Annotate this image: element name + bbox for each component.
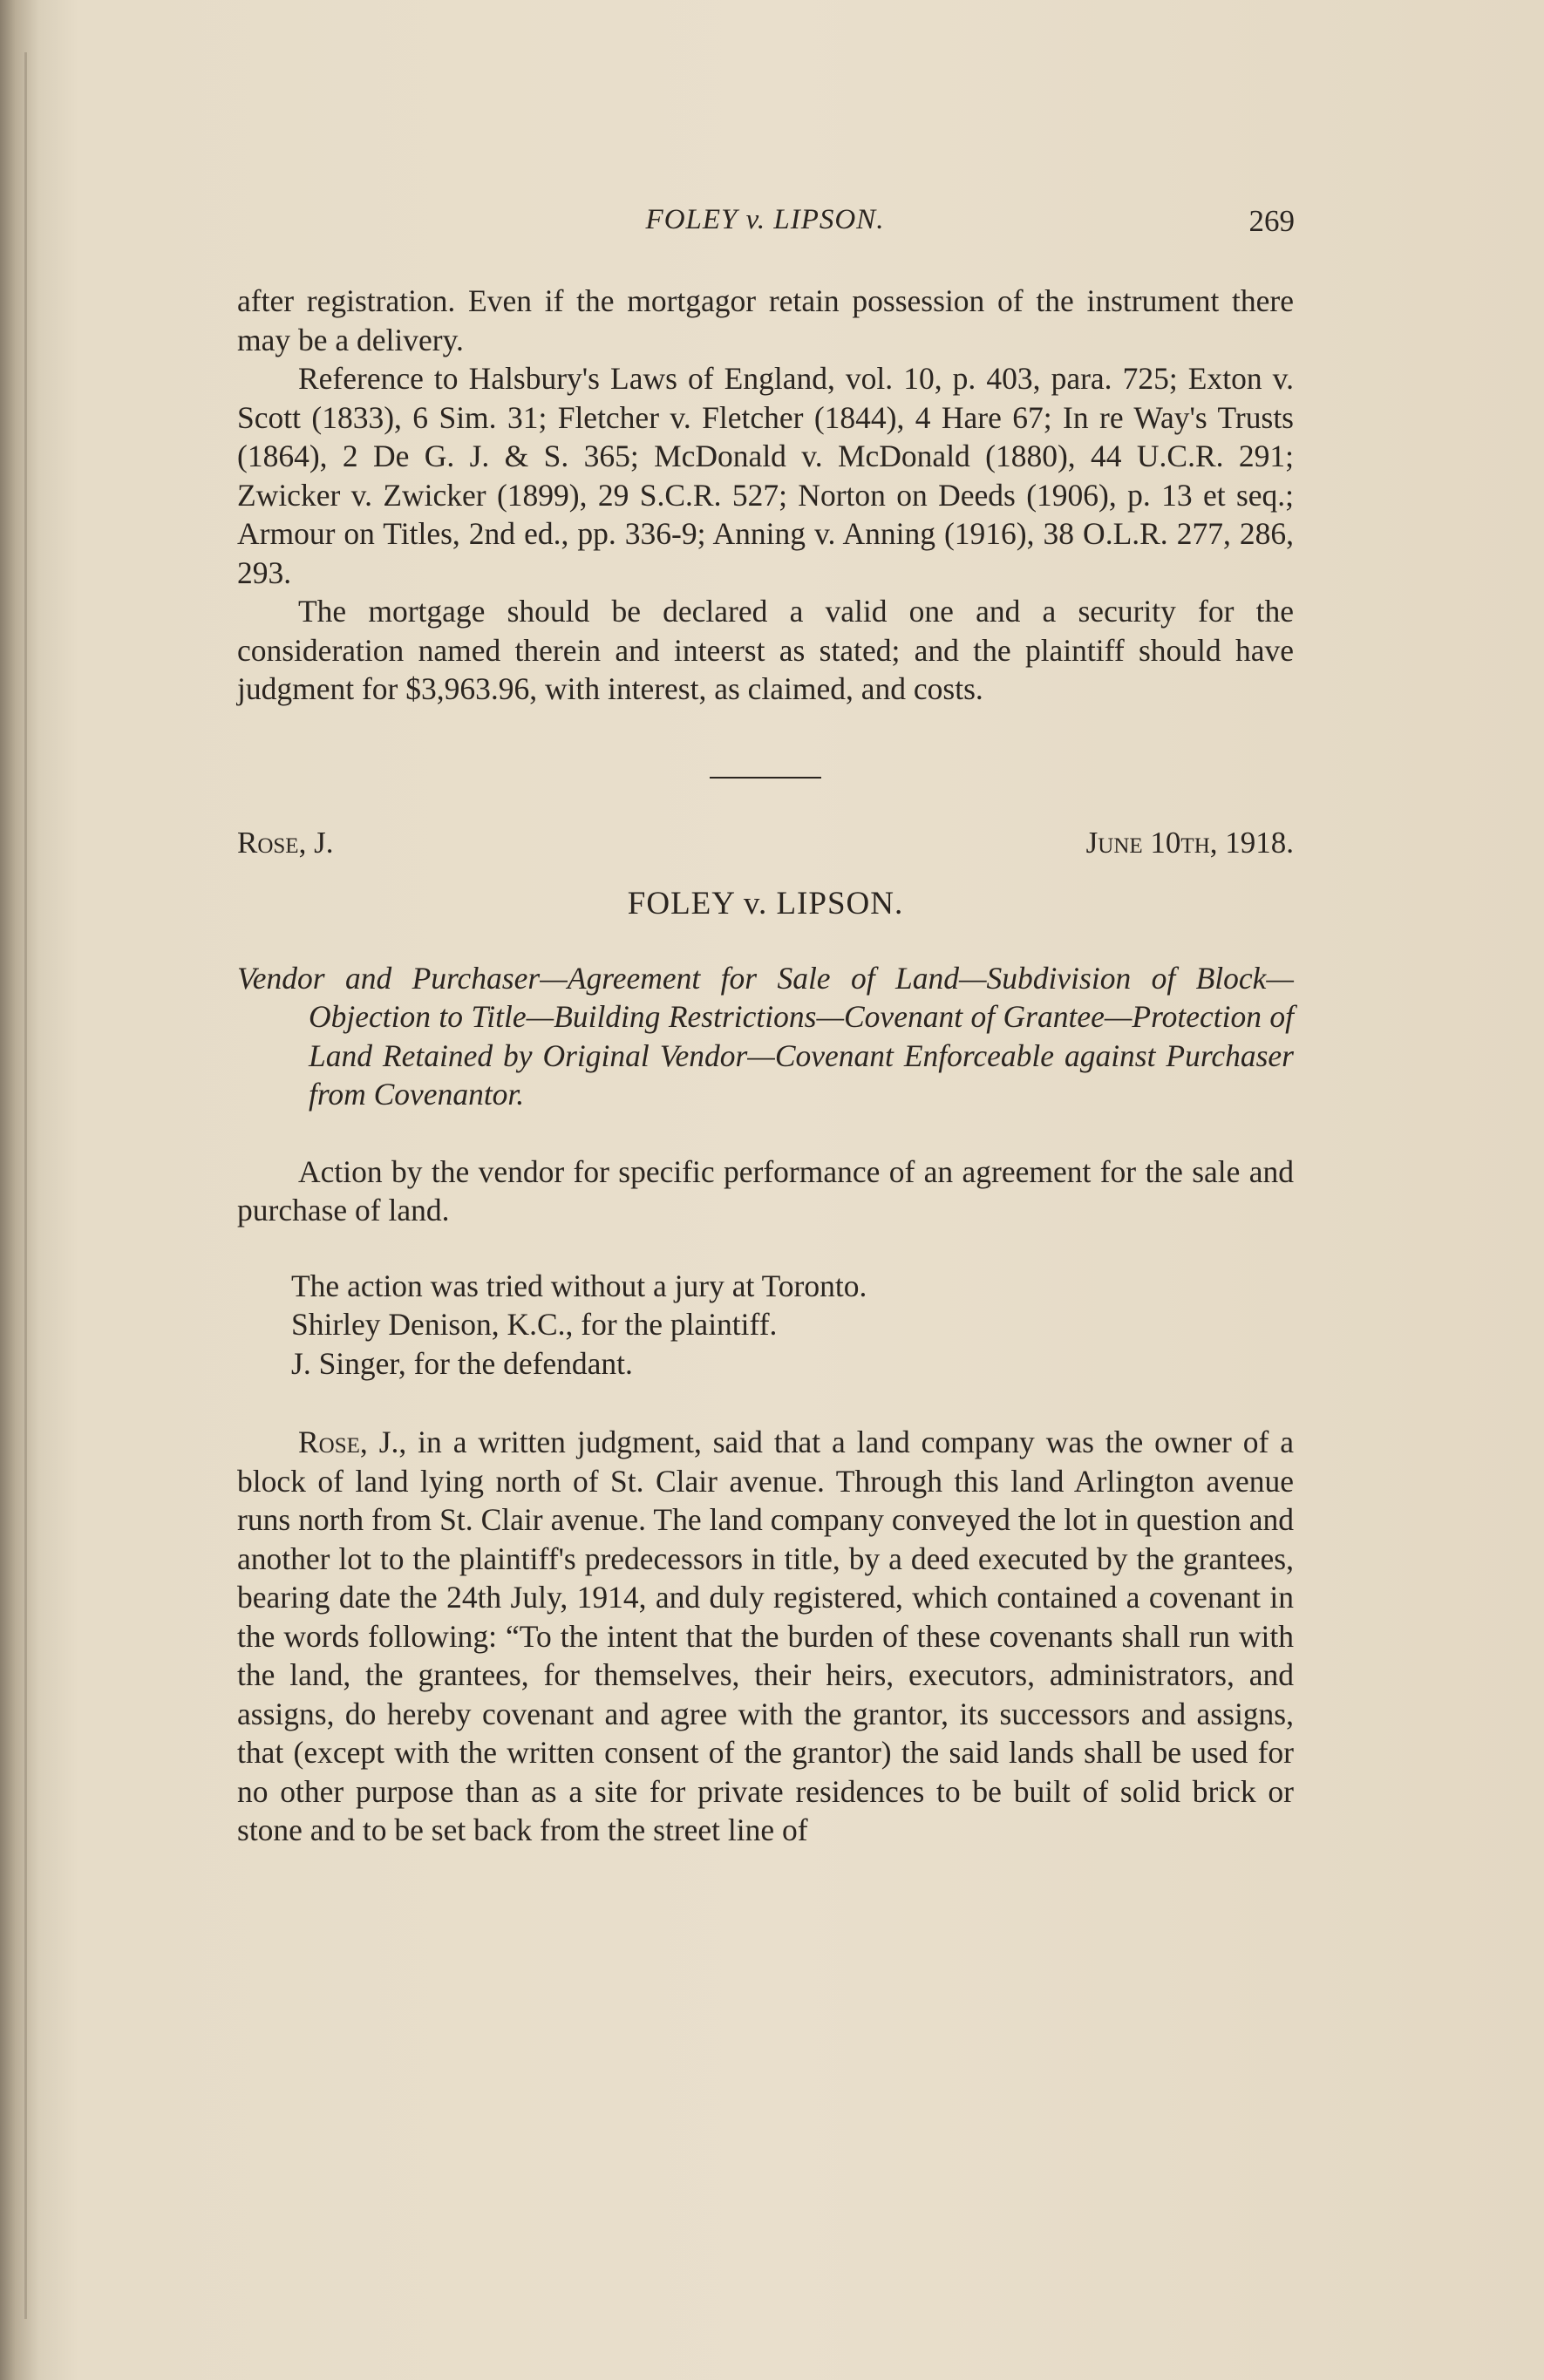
- action-summary: Action by the vendor for specific performance of an agreement for the sale and purchase of land.: [237, 1153, 1294, 1227]
- body-text: [237, 282, 1294, 1850]
- judge-name: Rose, J.: [237, 825, 334, 860]
- judgment-text: [237, 1423, 1294, 1850]
- defendant-counsel: J. Singer, for the defendant.: [291, 1345, 633, 1381]
- judgment-body: , in a written judgment, said that a land company was the owner of a block of land lying north of St. Clair avenue. Through this land Arlington avenue runs north from St. Clair avenue. The land company conveyed the lot in question and another lot to the plaintiff's predecessors in title, by a deed executed by the grantees, bearing date the 24th July, 1914, and duly registered, which contained a covenant in the words following: “To the intent that the burden of these covenants shall run with the land, the grantees, for themselves, their heirs, executors, administrators, and assigns, do hereby covenant and agree with the grantor, its successors and assigns, that (except with the written consent of the grantor) the said lands shall be used for no other purpose than as a site for private residences to be built of solid brick or stone and to be set back from the street line of: [237, 1425, 1294, 1847]
- running-title: FOLEY v. LIPSON.: [645, 204, 885, 235]
- headnote: Vendor and Purchaser—Agreement for Sale of Land—Subdivision of Block—Objection to Title—Building Restrictions—Covenant of Grantee—Protection of Land Retained by Original Vendor—Covenant Enforceable against Purchaser from Covenantor.: [237, 960, 1294, 1112]
- binding-gutter: [24, 52, 27, 2319]
- judge-date-line: [237, 824, 1294, 863]
- decision-date: June 10th, 1918.: [1085, 825, 1294, 860]
- counsel-list: [237, 1267, 1294, 1384]
- trial-note: The action was tried without a jury at Toronto.: [291, 1268, 867, 1303]
- case-title: FOLEY v. LIPSON.: [627, 886, 904, 921]
- plaintiff-counsel: Shirley Denison, K.C., for the plaintiff.: [291, 1307, 778, 1342]
- page-number: 269: [1248, 204, 1295, 238]
- running-head: [235, 204, 1295, 248]
- paragraph-conclusion: The mortgage should be declared a valid one and a security for the consideration named therein and inteerst as stated; and the plaintiff should have judgment for $3,963.96, with interest, as claimed, and costs.: [237, 594, 1294, 706]
- paragraph-references: Reference to Halsbury's Laws of England, vol. 10, p. 403, para. 725; Exton v. Scott (1833), 6 Sim. 31; Fletcher v. Fletcher (1844), 4 Hare 67; In re Way's Trusts (1864), 2 De G. J. & S. 365; McDonald v. McDonald (1880), 44 U.C.R. 291; Zwicker v. Zwicker (1899), 29 S.C.R. 527; Norton on Deeds (1906), p. 13 et seq.; Armour on Titles, 2nd ed., pp. 336-9; Anning v. Anning (1916), 38 O.L.R. 277, 286, 293.: [237, 361, 1294, 590]
- paragraph-continuation: after registration. Even if the mortgagor retain possession of the instrument there may be a delivery.: [237, 283, 1294, 357]
- section-divider: [710, 777, 821, 779]
- judgment-judge: Rose, J.: [298, 1425, 399, 1459]
